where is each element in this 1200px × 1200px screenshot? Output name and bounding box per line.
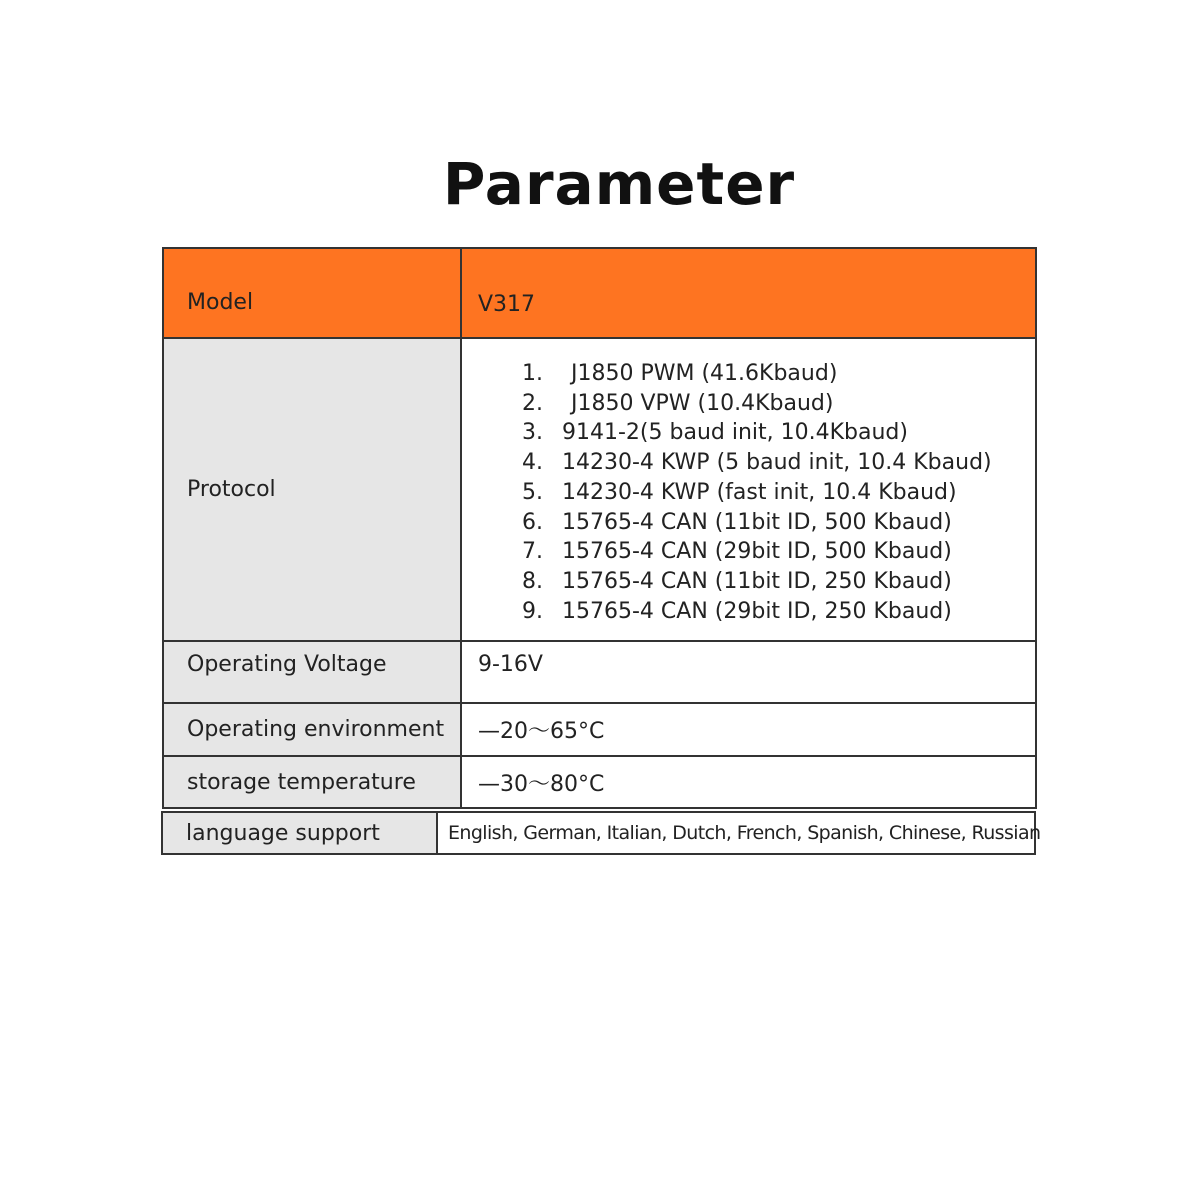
protocol-item: 3. 9141-2(5 baud init, 10.4Kbaud) bbox=[522, 420, 908, 446]
model-label: Model bbox=[163, 248, 461, 338]
protocol-item: 7. 15765-4 CAN (29bit ID, 500 Kbaud) bbox=[522, 539, 952, 565]
storage-value: —30～80°C bbox=[461, 756, 1036, 808]
protocol-item: 5. 14230-4 KWP (fast init, 10.4 Kbaud) bbox=[522, 479, 957, 505]
protocol-list bbox=[478, 339, 1035, 640]
protocol-label: Protocol bbox=[163, 338, 461, 641]
parameter-table bbox=[162, 247, 1037, 809]
protocol-item: 1. J1850 PWM (41.6Kbaud) bbox=[522, 361, 838, 386]
protocol-item: 9. 15765-4 CAN (29bit ID, 250 Kbaud) bbox=[522, 598, 952, 624]
model-value: V317 bbox=[461, 248, 1036, 338]
environment-value: —20～65°C bbox=[461, 703, 1036, 756]
language-value: English, German, Italian, Dutch, French, Spanish, Chinese, Russian bbox=[437, 812, 1035, 854]
language-label: language support bbox=[162, 812, 437, 854]
voltage-label: Operating Voltage bbox=[163, 641, 461, 703]
environment-row bbox=[163, 703, 1036, 756]
storage-row bbox=[163, 756, 1036, 808]
protocol-item: 2. J1850 VPW (10.4Kbaud) bbox=[522, 390, 834, 416]
model-row bbox=[163, 248, 1036, 338]
protocol-row bbox=[163, 338, 1036, 641]
storage-label: storage temperature bbox=[163, 756, 461, 808]
language-row bbox=[162, 812, 1035, 854]
page-title: Parameter bbox=[442, 150, 796, 218]
protocol-value bbox=[461, 338, 1036, 641]
environment-label: Operating environment bbox=[163, 703, 461, 756]
language-table bbox=[161, 811, 1041, 855]
voltage-value: 9-16V bbox=[461, 641, 1036, 703]
voltage-row bbox=[163, 641, 1036, 703]
protocol-item: 8. 15765-4 CAN (11bit ID, 250 Kbaud) bbox=[522, 568, 952, 594]
protocol-item: 6. 15765-4 CAN (11bit ID, 500 Kbaud) bbox=[522, 509, 952, 535]
protocol-item: 4. 14230-4 KWP (5 baud init, 10.4 Kbaud) bbox=[522, 450, 992, 476]
